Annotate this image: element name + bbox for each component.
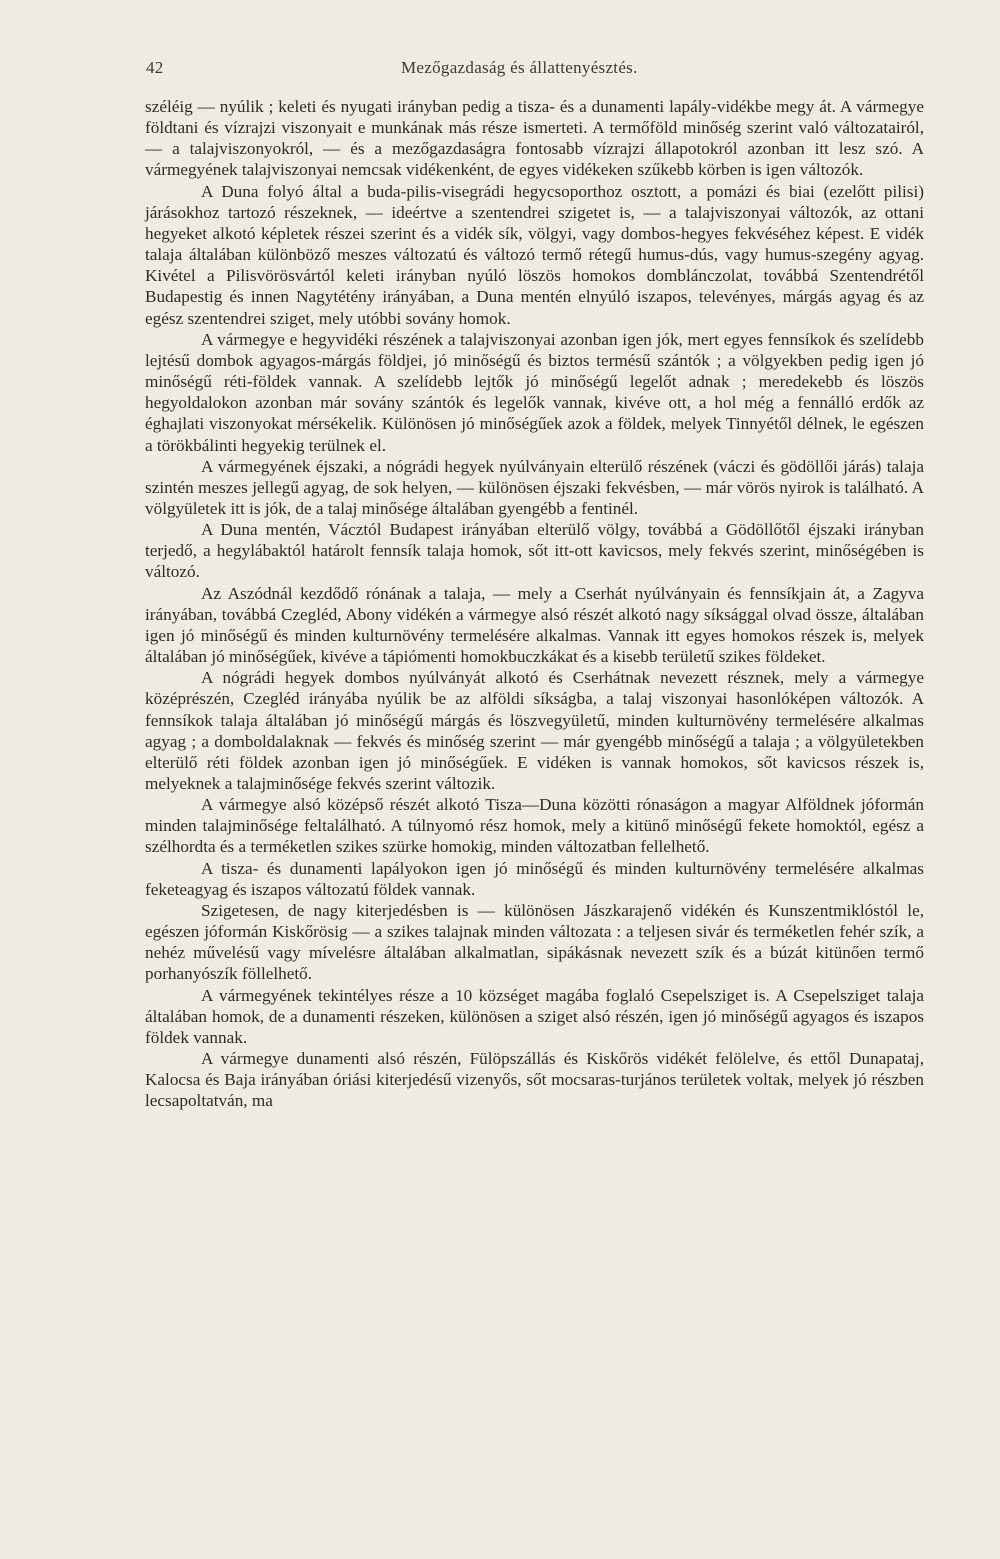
running-title: Mezőgazdaság és állattenyésztés.: [401, 58, 638, 77]
paragraph: A vármegye e hegyvidéki részének a talajviszonyai azonban igen jók, mert egyes fennsíkok és szelídebb lejtésű dombok agyagos-márgás földjei, jó minőségű és biztos termésű szántók ; a völgyekben pedig igen jó minőségű réti-földek vannak. A szelídebb lejtők jó minőségű legelőt adnak ; meredekebb és löszös hegyoldalokon azonban már sovány szántók és legelők vannak, kivéve ott, a hol még a fennálló erdők az éghajlati viszonyokat mérsékelik. Különösen jó minőségűek azok a földek, melyek Tinnyétől délnek, le egészen a törökbálinti hegyekig terülnek el.: [145, 329, 924, 455]
paragraph: A vármegye alsó középső részét alkotó Tisza—Duna közötti rónaságon a magyar Alföldnek jóformán minden talajminősége feltalálható. A túlnyomó rész homok, mely a kitünő minőségű fekete homoktól, egész a szélhordta és a terméketlen szikes szürke homokig, minden változatban fellelhető.: [145, 795, 924, 857]
paragraph: A nógrádi hegyek dombos nyúlványát alkotó és Cserhátnak nevezett résznek, mely a vármegye középrészén, Czegléd irányába nyúlik be az alföldi síkságba, a talaj viszonyai hasonlóképen változók. A fennsíkok talaja általában jó minőségű márgás és löszvegyületű, minden kulturnövény termelésére alkalmas agyag ; a domboldalaknak — fekvés és minőség szerint — már gyengébb minőségű a talaja ; a völgyületekben elterülő réti földek azonban igen jó minőségűek. E vidéken is vannak homokos, sőt kavicsos részek is, melyeknek a talajminősége fekvés szerint változik.: [145, 668, 924, 793]
paragraph: A vármegyének éjszaki, a nógrádi hegyek nyúlványain elterülő részének (váczi és gödöllői járás) talaja szintén meszes jellegű agyag, de sok helyen, — különösen éjszaki fekvésben, — már vörös nyirok is található. A völgyületek itt is jók, de a talaj minősége általában gyengébb a fentinél.: [145, 456, 924, 518]
paragraph: Az Aszódnál kezdődő rónának a talaja, — mely a Cserhát nyúlványain és fennsíkjain át, a Zagyva irányában, továbbá Czegléd, Abony vidékén a vármegye alsó részét alkotó nagy síksággal olvad össze, általában igen jó minőségű és minden kulturnövény termelésére alkalmas. Vannak itt egyes homokos részek is, melyek általában jó minőségűek, kivéve a tápiómenti homokbuczkákat és a kisebb területű szikes földeket.: [145, 583, 924, 667]
paragraph: A vármegye dunamenti alsó részén, Fülöpszállás és Kiskőrös vidékét felölelve, és ettől Dunapataj, Kalocsa és Baja irányában óriási kiterjedésű vizenyős, sőt mocsaras-turjános területek voltak, melyek jó részben lecsapoltatván, ma: [145, 1049, 924, 1111]
paragraph: A Duna mentén, Vácztól Budapest irányában elterülő völgy, továbbá a Gödöllőtől éjszaki irányban terjedő, a hegylábaktól határolt fennsík talaja homok, sőt itt-ott kavicsos, mely fekvés szerint, minőségében is változó.: [145, 520, 924, 582]
body-text: [145, 96, 924, 1526]
paragraph: A vármegyének tekintélyes része a 10 községet magába foglaló Csepelsziget is. A Csepelsziget talaja általában homok, de a dunamenti részeken, különösen a sziget alsó részén, igen jó minőségű agyagos és iszapos földek vannak.: [145, 985, 924, 1047]
paragraph: A Duna folyó által a buda-pilis-visegrádi hegycsoporthoz osztott, a pomázi és biai (ezelőtt pilisi) járásokhoz tartozó részeknek, — ideértve a szentendrei szigetet is, — a talajviszonyai változók, az ottani hegyeket alkotó képletek részei szerint és a vidék sík, völgyi, vagy dombos-hegyes fekvéséhez képest. E vidék talaja általában különböző meszes változatú és változó termő rétegű humus-dús, vagy humus-szegény agyag. Kivétel a Pilisvörösvártól keleti irányban nyúló löszös homokos domblánczolat, továbbá Szentendrétől Budapestig és innen Nagytétény irányában, a Duna mentén elnyúló iszapos, televényes, márgás agyag és az egész szentendrei sziget, mely utóbbi sovány homok.: [145, 181, 924, 328]
page-number: 42: [146, 58, 164, 77]
paragraph: Szigetesen, de nagy kiterjedésben is — különösen Jászkarajenő vidékén és Kunszentmiklóstól le, egészen jóformán Kiskőrösig — a szikes talajnak minden változata : a teljesen sivár és terméketlen fehér szík, a nehéz művelésű vagy mívelésre általában alkalmatlan, sipákásnak nevezett szík és a búzát kitünően termő porhanyószík föllelhető.: [145, 900, 924, 984]
page-header: [146, 58, 680, 84]
paragraph: A tisza- és dunamenti lapályokon igen jó minőségű és minden kulturnövény termelésére alkalmas feketeagyag és iszapos változatú földek vannak.: [145, 858, 924, 899]
paragraph: széléig — nyúlik ; keleti és nyugati irányban pedig a tisza- és a dunamenti lapály-vidékbe megy át. A vármegye földtani és vízrajzi viszonyait e munkának más része ismerteti. A termőföld minőség szerint való változatairól, — a talajviszonyokról, — és a mezőgazdaságra fontosabb vízrajzi állapotokról azonban itt lesz szó. A vármegyének talajviszonyai nemcsak vidékenként, de egyes vidékeken szűkebb körben is igen változók.: [145, 97, 924, 180]
